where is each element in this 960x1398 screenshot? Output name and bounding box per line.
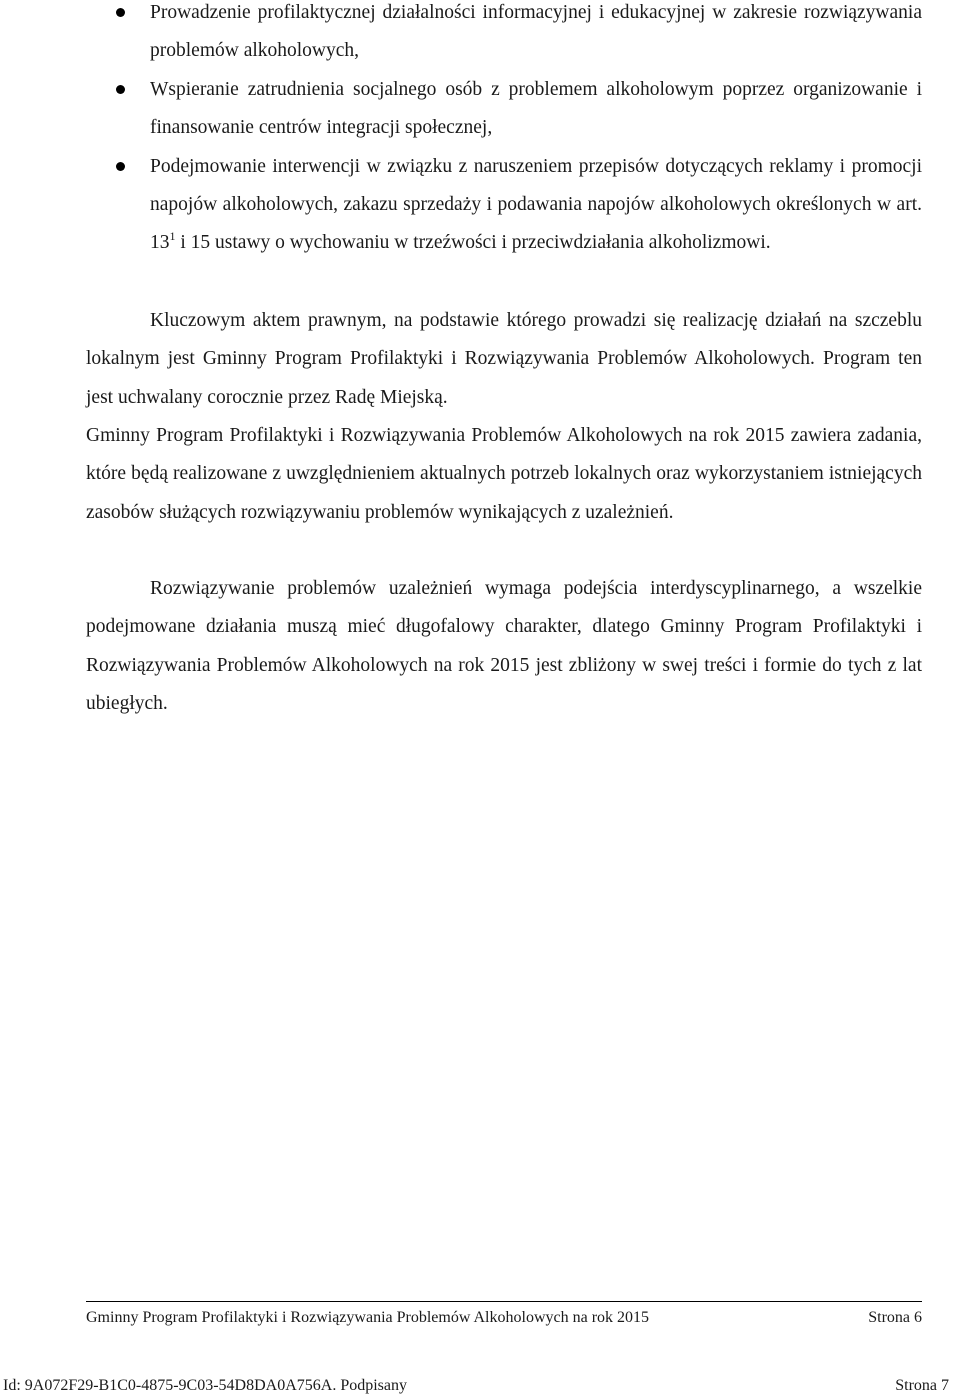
bullet-list xyxy=(86,0,922,263)
paragraph-legal-act: Kluczowym aktem prawnym, na podstawie którego prowadzi się realizację działań na szczeblu lokalnym jest Gminny Program Profilaktyki i Rozwiązywania Problemów Alkoholowych. Program ten jest uchwalany corocznie przez Radę Miejską. xyxy=(86,310,922,408)
bullet-text: Prowadzenie profilaktycznej działalności informacyjnej i edukacyjnej w zakresie rozwiązywania problemów alkoholowych, xyxy=(150,2,922,62)
bullet-dot-icon xyxy=(116,8,125,17)
bullet-text-part: Podejmowanie interwencji w związku z naruszeniem przepisów dotyczących reklamy i promocji napojów alkoholowych, zakazu sprzedaży i podawania napojów alkoholowych określonych w art. 13 xyxy=(150,155,922,254)
footer-title: Gminny Program Profilaktyki i Rozwiązywania Problemów Alkoholowych na rok 2015 xyxy=(86,1309,650,1326)
bullet-item xyxy=(86,0,922,71)
bullet-dot-icon xyxy=(116,162,125,171)
signature-id: Id: 9A072F29-B1C0-4875-9C03-54D8DA0A756A. Podpisany xyxy=(3,1377,407,1394)
footer-divider xyxy=(86,1301,922,1302)
bullet-text: Wspieranie zatrudnienia socjalnego osób z problemem alkoholowym poprzez organizowanie i finansowanie centrów integracji społecznej, xyxy=(150,78,922,139)
paragraph-interdisciplinary: Rozwiązywanie problemów uzależnień wymaga podejścia interdyscyplinarnego, a wszelkie podejmowane działania muszą mieć długofalowy charakter, dlatego Gminny Program Profilaktyki i Rozwiązywania Problemów Alkoholowych na rok 2015 jest zbliżony w swej treści i formie do tych z lat ubiegłych. xyxy=(86,578,922,715)
bullet-text-part: i 15 ustawy o wychowaniu w trzeźwości i przeciwdziałania alkoholizmowi. xyxy=(175,232,771,254)
bullet-dot-icon xyxy=(116,85,125,94)
paragraph-program-tasks: Gminny Program Profilaktyki i Rozwiązywania Problemów Alkoholowych na rok 2015 zawiera zadania, które będą realizowane z uwzględnieniem aktualnych potrzeb lokalnych oraz wykorzystaniem istniejących zasobów służących rozwiązywaniu problemów wynikających z uzależnień. xyxy=(86,425,922,523)
footer-page-number: Strona 6 xyxy=(868,1309,922,1326)
footnote-superscript: 1 xyxy=(169,229,176,244)
bullet-item xyxy=(86,71,922,148)
bullet-item xyxy=(86,148,922,263)
signature-page-number: Strona 7 xyxy=(895,1377,949,1394)
